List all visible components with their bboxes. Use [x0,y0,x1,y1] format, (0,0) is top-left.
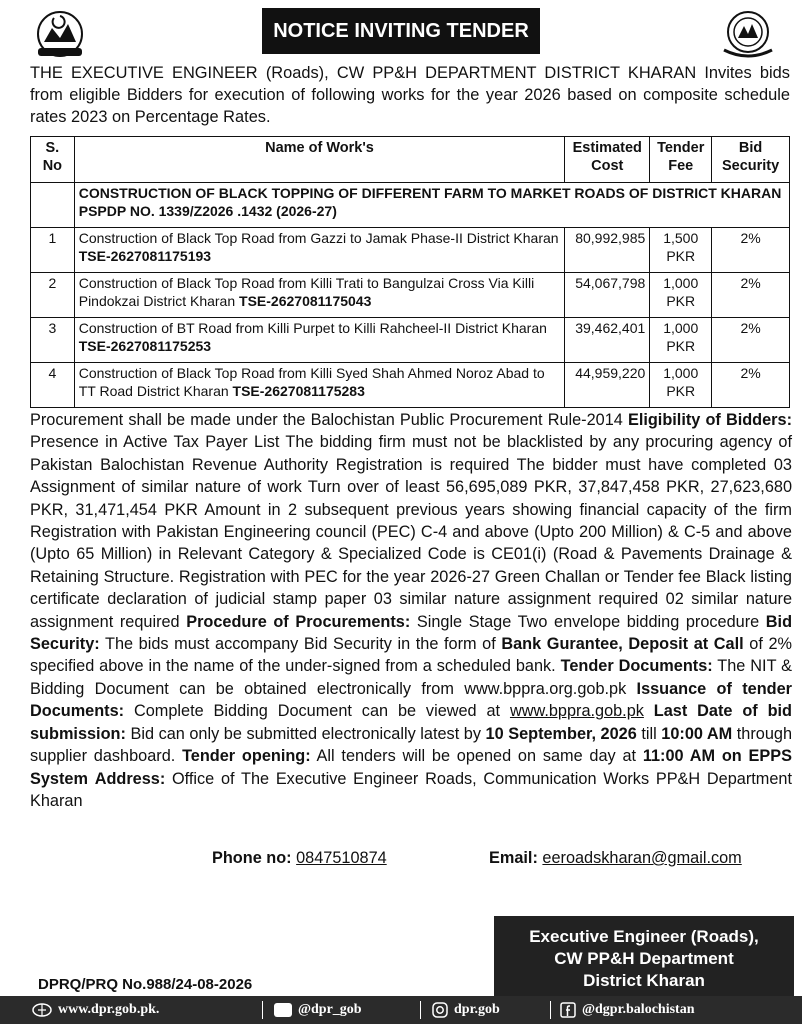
text-span: till [636,724,662,743]
divider [262,1001,263,1019]
footer-facebook-text: @dgpr.balochistan [582,1002,695,1017]
signature-line: District Kharan [583,971,705,990]
table-row [31,318,790,363]
phone-number[interactable]: 0847510874 [296,849,387,867]
header-fee: Tender Fee [650,137,712,183]
email-label: Email: [489,849,538,867]
table-header-row [31,137,790,183]
row-sno: 3 [31,318,75,363]
issuance-label: Issuance of tender Documents: [30,679,792,721]
header [0,0,802,62]
address-label: Address: [94,769,166,788]
signature-line: Executive Engineer (Roads), [529,927,759,946]
dprq-number: DPRQ/PRQ No.988/24-08-2026 [38,976,253,993]
text-span: of 2% specified above in the name of the under-signed from a scheduled bank. [30,635,792,676]
footer-instagram[interactable] [432,1002,500,1018]
opening-time: 11:00 AM on EPPS System [30,747,792,788]
row-cost: 39,462,401 [565,318,650,363]
text-span: Bid can only be submitted electronically latest by [125,724,486,743]
balochistan-emblem-logo [30,8,90,60]
tse-number: TSE-2627081175193 [78,248,212,264]
row-security: 2% [712,363,790,408]
header-cost: Estimated Cost [565,137,650,183]
header-security: Bid Security [712,137,790,183]
row-security: 2% [712,273,790,318]
department-seal-logo [718,8,778,60]
row-cost: 80,992,985 [565,228,650,273]
table-row [31,363,790,408]
row-work [74,363,564,408]
text-span: through supplier dashboard. [30,724,793,766]
page-title: NOTICE INVITING TENDER [262,8,540,54]
row-fee: 1,000 PKR [650,273,712,318]
row-security: 2% [712,318,790,363]
group-title: CONSTRUCTION OF BLACK TOPPING OF DIFFERENT FARM TO MARKET ROADS OF DISTRICT KHARAN PSPDP NO. 1339/Z2026 .1432 (2026-27) [74,183,789,228]
text-span: Presence in Active Tax Payer List The bidding firm must not be blacklisted by any procuring agency of Pakistan Balochistan Revenue Authority Registration is required The bidder must have completed 03 Assignment of similar nature of work Turn over of least 56,695,089 PKR, 37,847,458 PKR, 27,623,680 PKR, 31,471,454 PKR Amount in 2 subsequent previous years showing financial capacity of the firm Registration with Pakistan Engineering council (PEC) C-4 and above (Upto 200 Million) & C-5 and above (Upto 65 Million) in Relevant Category & Specialized Code is CE01(i) (Road & Pavements Drainage & Retaining Structure. Registration with PEC for the year 2026-27 Green Challan or Tender fee Black listing certificate declaration of judicial stamp paper 03 similar nature assignment required 02 similar nature assignment required [30,433,792,631]
text-span: Office of The Executive Engineer Roads, Communication Works PP&H Department Kharan [30,769,792,810]
tse-number: TSE-2627081175283 [232,383,365,399]
group-row [31,183,790,228]
table-row [31,228,790,273]
header-sno: S. No [31,137,75,183]
text-span: The bids must accompany Bid Security in the form of [99,635,502,654]
work-description: Construction of Black Top Road from Killi Trati to Bangulzai Cross Via Killi Pindokzai District Kharan [78,275,535,309]
eligibility-label: Eligibility of Bidders: [627,411,792,429]
phone-label: Phone no: [212,849,292,867]
row-sno: 2 [31,273,75,318]
bid-security-label: Bid Security: [30,612,793,654]
work-description: Construction of Black Top Road from Gazzi to Jamak Phase-II District Kharan [78,230,559,246]
tse-number: TSE-2627081175253 [78,338,212,354]
intro-paragraph: THE EXECUTIVE ENGINEER (Roads), CW PP&H DEPARTMENT DISTRICT KHARAN Invites bids from eligible Bidders for execution of following works for the year 2026 based on composite schedule rates 2023 on Percentage Rates. [30,64,790,126]
works-table [30,136,790,408]
tender-documents-label: Tender Documents: [560,657,713,676]
instagram-icon [432,1002,448,1018]
row-sno: 1 [31,228,75,273]
row-fee: 1,000 PKR [650,318,712,363]
footer-web-text: www.dpr.gob.pk. [58,1002,160,1017]
divider [420,1001,421,1019]
signature-block [494,916,794,1002]
email-group [489,847,742,869]
twitter-icon [274,1003,292,1017]
work-description: Construction of BT Road from Killi Purpet to Killi Rahcheel-II District Kharan [78,320,547,336]
deadline-time: 10:00 AM [661,724,733,743]
row-security: 2% [712,228,790,273]
phone-group [212,847,387,869]
work-description: Construction of Black Top Road from Killi Syed Shah Ahmed Noroz Abad to TT Road District Kharan [78,365,545,399]
footer-bar [0,996,802,1024]
footer-twitter[interactable] [274,1002,362,1018]
row-sno: 4 [31,363,75,408]
table-row [31,273,790,318]
row-fee: 1,500 PKR [650,228,712,273]
email-link[interactable]: eeroadskharan@gmail.com [542,849,742,867]
row-cost: 54,067,798 [565,273,650,318]
footer-web[interactable] [32,1002,159,1018]
signature-line: CW PP&H Department [554,949,734,968]
web-icon [32,1003,52,1017]
row-work [74,228,564,273]
bppra-link[interactable]: www.bppra.gob.pk [509,702,644,721]
bank-label: Bank Gurantee, Deposit at Call [501,635,744,654]
procedure-label: Procedure of Procurements: [186,612,411,631]
tse-number: TSE-2627081175043 [239,293,372,309]
row-work [74,318,564,363]
footer-facebook[interactable] [560,1002,695,1018]
text-span: The NIT & Bidding Document can be obtained electronically from www.bppra.org.gob.pk [30,657,792,698]
divider [550,1001,551,1019]
text-span: Single Stage Two envelope bidding procedure [410,612,766,631]
row-fee: 1,000 PKR [650,363,712,408]
facebook-icon [560,1002,576,1018]
tender-opening-label: Tender opening: [182,747,311,766]
terms-paragraph [30,409,792,812]
footer-instagram-text: dpr.gob [454,1002,500,1017]
header-name: Name of Work's [74,137,564,183]
row-cost: 44,959,220 [565,363,650,408]
last-date-label: Last Date of bid submission: [30,702,792,743]
text-span: All tenders will be opened on same day at [310,747,643,766]
footer-twitter-text: @dpr_gob [298,1002,362,1017]
text-span [644,702,654,720]
deadline-date: 10 September, 2026 [485,724,637,743]
row-work [74,273,564,318]
text-span: Complete Bidding Document can be viewed at [124,702,510,721]
text-span [88,770,95,788]
text-span: Procurement shall be made under the Balochistan Public Procurement Rule-2014 [30,411,628,429]
